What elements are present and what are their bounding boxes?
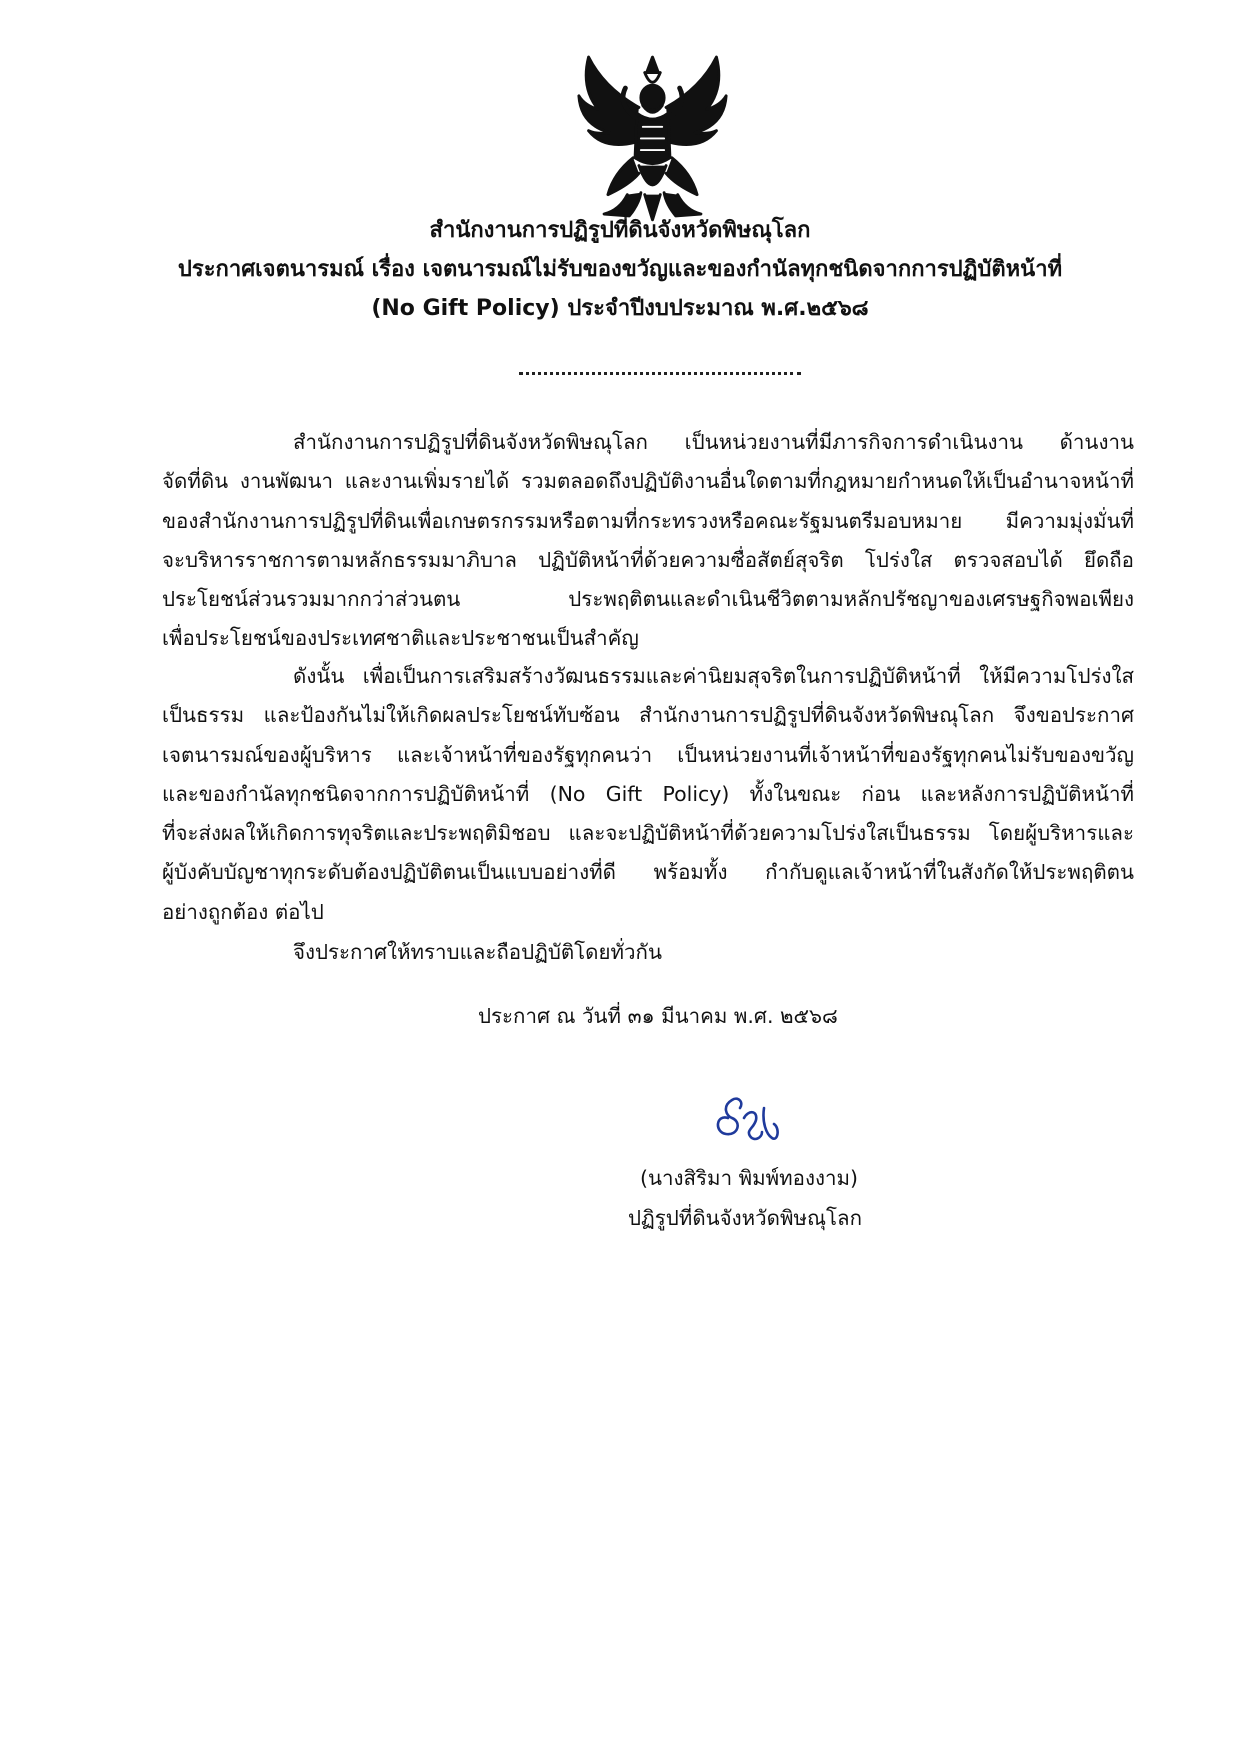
paragraph-line: ของสำนักงานการปฏิรูปที่ดินเพื่อเกษตรกรรมหรือตามที่กระทรวงหรือคณะรัฐมนตรีมอบหมาย มีความมุ่งมั่นที่ bbox=[162, 508, 1134, 533]
paragraph-line: สำนักงานการปฏิรูปที่ดินจังหวัดพิษณุโลก เป็นหน่วยงานที่มีภารกิจการดำเนินงาน ด้านงาน bbox=[293, 430, 1134, 454]
paragraph-line: ประโยชน์ส่วนรวมมากกว่าส่วนตน ประพฤติตนและดำเนินชีวิตตามหลักปรัชญาของเศรษฐกิจพอเพียง bbox=[162, 587, 1134, 612]
signer-name: (นางสิริมา พิมพ์ทองงาม) bbox=[640, 1166, 859, 1190]
paragraph-line: จะบริหารราชการตามหลักธรรมมาภิบาล ปฏิบัติหน้าที่ด้วยความซื่อสัตย์สุจริต โปร่งใส ตรวจสอบได้ ยึดถือ bbox=[162, 547, 1134, 572]
paragraph-line: และของกำนัลทุกชนิดจากการปฏิบัติหน้าที่ (No Gift Policy) ทั้งในขณะ ก่อน และหลังการปฏิบัติหน้าที่ bbox=[162, 781, 1134, 806]
header-office-name: สำนักงานการปฏิรูปที่ดินจังหวัดพิษณุโลก bbox=[429, 218, 811, 243]
paragraph-line: จัดที่ดิน งานพัฒนา และงานเพิ่มรายได้ รวมตลอดถึงปฏิบัติงานอื่นใดตามที่กฎหมายกำหนดให้เป็นอำนาจหน้าที่ bbox=[162, 469, 1134, 494]
paragraph-line: ที่จะส่งผลให้เกิดการทุจริตและประพฤติมิชอบ และจะปฏิบัติหน้าที่ด้วยความโปร่งใสเป็นธรรม โดยผู้บริหารและ bbox=[162, 821, 1134, 846]
paragraph-line: ผู้บังคับบัญชาทุกระดับต้องปฏิบัติตนเป็นแบบอย่างที่ดี พร้อมทั้ง กำกับดูแลเจ้าหน้าที่ในสังกัดให้ประพฤติตน bbox=[162, 860, 1134, 885]
header-divider bbox=[519, 372, 801, 375]
paragraph-line: อย่างถูกต้อง ต่อไป bbox=[162, 899, 324, 924]
header-announcement-title: ประกาศเจตนารมณ์ เรื่อง เจตนารมณ์ไม่รับของขวัญและของกำนัลทุกชนิดจากการปฏิบัติหน้าที่ bbox=[177, 257, 1063, 282]
paragraph-1 bbox=[162, 423, 1134, 659]
paragraph-line: ดังนั้น เพื่อเป็นการเสริมสร้างวัฒนธรรมและค่านิยมสุจริตในการปฏิบัติหน้าที่ ให้มีความโปร่งใส bbox=[293, 664, 1134, 688]
paragraph-line: เพื่อประโยชน์ของประเทศชาติและประชาชนเป็นสำคัญ bbox=[162, 626, 639, 651]
header-policy-year: (No Gift Policy) ประจำปีงบประมาณ พ.ศ.๒๕๖๘ bbox=[371, 296, 869, 321]
handwritten-signature bbox=[708, 1088, 786, 1152]
closing-statement: จึงประกาศให้ทราบและถือปฏิบัติโดยทั่วกัน bbox=[293, 940, 662, 964]
paragraph-line: เจตนารมณ์ของผู้บริหาร และเจ้าหน้าที่ของรัฐทุกคนว่า เป็นหน่วยงานที่เจ้าหน้าที่ของรัฐทุกคนไม่รับของขวัญ bbox=[162, 742, 1134, 767]
garuda-emblem-icon bbox=[575, 48, 730, 225]
paragraph-line: เป็นธรรม และป้องกันไม่ให้เกิดผลประโยชน์ทับซ้อน สำนักงานการปฏิรูปที่ดินจังหวัดพิษณุโลก จึงขอประกาศ bbox=[162, 703, 1134, 728]
signer-title: ปฏิรูปที่ดินจังหวัดพิษณุโลก bbox=[628, 1206, 863, 1230]
announcement-date: ประกาศ ณ วันที่ ๓๑ มีนาคม พ.ศ. ๒๕๖๘ bbox=[478, 1004, 838, 1028]
paragraph-2 bbox=[162, 657, 1134, 932]
